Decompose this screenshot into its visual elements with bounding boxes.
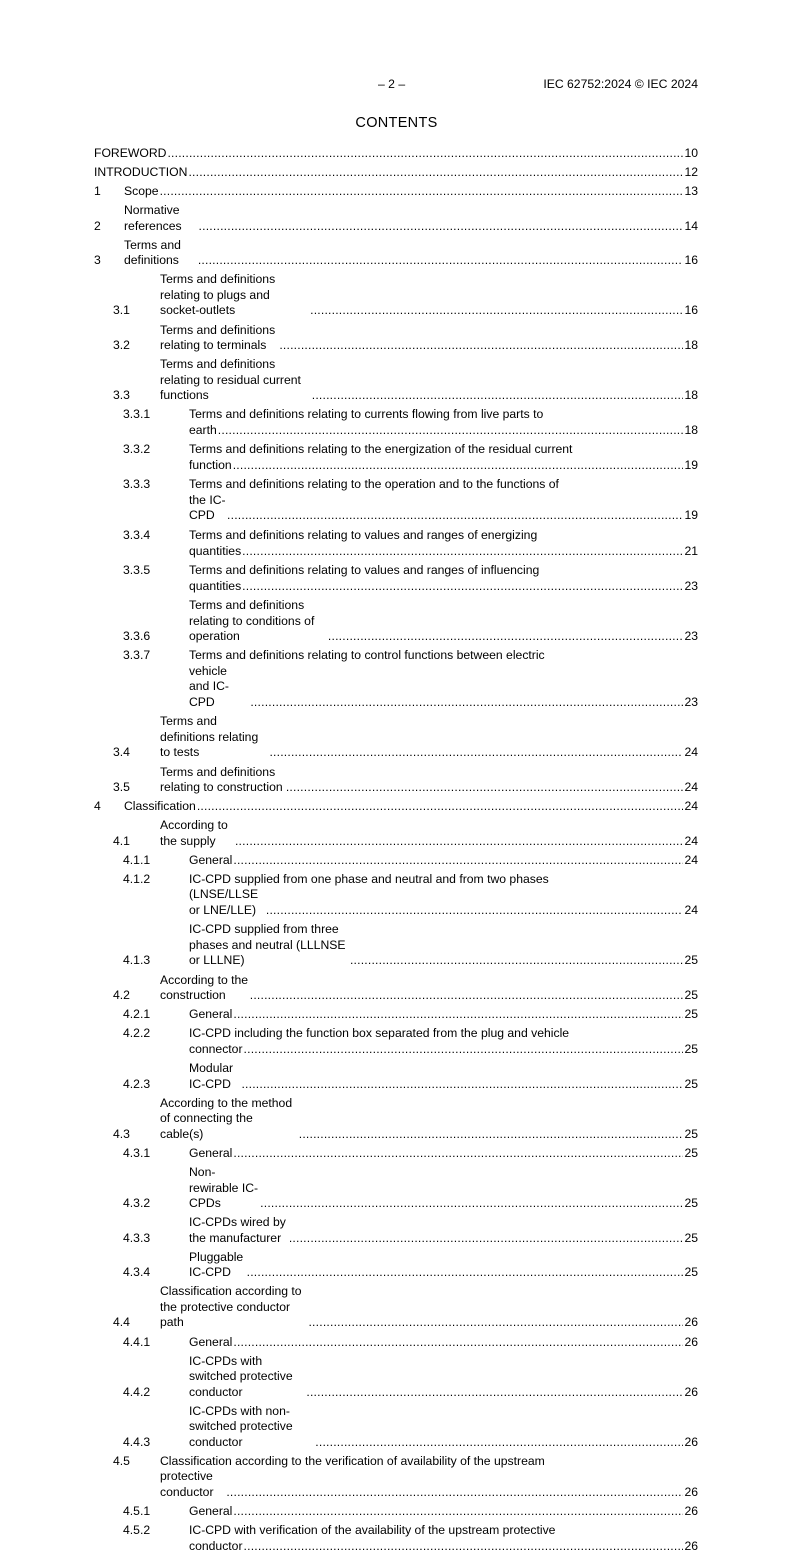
toc-entry-page: 26: [684, 1538, 698, 1553]
toc-entry-page: 25: [684, 953, 698, 968]
dot-leader: [233, 1007, 683, 1023]
toc-entry-page: 23: [684, 694, 698, 709]
toc-entry-page: 18: [684, 338, 698, 353]
toc-entry-number: 4.4: [113, 1315, 130, 1330]
toc-entry[interactable]: [94, 598, 698, 645]
toc-entry-title: General: [189, 1334, 233, 1349]
toc-entry[interactable]: [94, 238, 698, 269]
toc-entry[interactable]: [94, 1215, 698, 1246]
dot-leader: [160, 184, 683, 200]
toc-entry-page: 25: [684, 1041, 698, 1056]
toc-entry-number: 4: [94, 799, 101, 814]
toc-entry-page: 25: [684, 1146, 698, 1161]
toc-entry-page: 23: [684, 578, 698, 593]
toc-entry-number: 3.3.1: [123, 407, 151, 422]
toc-entry-page: 24: [684, 902, 698, 917]
toc-entry[interactable]: [94, 799, 698, 815]
toc-entry-number: 4.4.1: [123, 1334, 151, 1349]
toc-entry-title: Terms and definitions relating to residual current functions: [160, 357, 301, 403]
toc-entry-page: 26: [684, 1434, 698, 1449]
toc-entry-page: 18: [684, 388, 698, 403]
toc-entry[interactable]: [94, 1354, 698, 1401]
dot-leader: [244, 1539, 683, 1555]
dot-leader: [242, 544, 683, 560]
toc-entry-page: 25: [684, 1265, 698, 1280]
toc-entry-title: Terms and definitions relating to the energization of the residual current: [189, 442, 573, 457]
toc-entry-number: 4.2.2: [123, 1026, 151, 1041]
dot-leader: [299, 1127, 683, 1143]
toc-entry-number: 3.3.2: [123, 442, 151, 457]
toc-entry-number: 3.3.5: [123, 563, 151, 578]
toc-entry-page: 12: [684, 165, 698, 180]
toc-entry-number: 3.2: [113, 338, 130, 353]
toc-entry-title: According to the construction: [160, 972, 249, 1003]
toc-entry-page: 24: [684, 780, 698, 794]
toc-entry-page: 13: [684, 184, 698, 199]
toc-entry-title-continued: the IC-CPD: [189, 492, 226, 523]
toc-entry-title: Non-rewirable IC-CPDs: [189, 1165, 259, 1211]
toc-entry-number: 3.3.3: [123, 477, 151, 492]
toc-entry-title: General: [189, 852, 233, 867]
toc-entry[interactable]: [94, 853, 698, 869]
toc-entry-page: 16: [684, 253, 698, 268]
toc-entry[interactable]: [94, 272, 698, 319]
dot-leader: [233, 1335, 683, 1351]
toc-entry-page: 26: [684, 1484, 698, 1499]
toc-entry[interactable]: [94, 1284, 698, 1331]
toc-entry[interactable]: [94, 1404, 698, 1451]
toc-entry[interactable]: [94, 973, 698, 1004]
dot-leader: [247, 1265, 683, 1281]
toc-entry-page: 25: [684, 1076, 698, 1091]
toc-entry-number: 3.4: [113, 745, 130, 760]
toc-entry-page: 18: [684, 422, 698, 437]
dot-leader: [328, 629, 683, 645]
toc-entry[interactable]: [94, 184, 698, 200]
toc-entry-title: IC-CPD including the function box separated from the plug and vehicle: [189, 1026, 570, 1041]
toc-entry[interactable]: [94, 563, 698, 594]
toc-entry-page: 26: [684, 1315, 698, 1330]
toc-entry[interactable]: [94, 765, 698, 796]
toc-entry[interactable]: [94, 146, 698, 162]
dot-leader: [199, 219, 683, 235]
toc-entry[interactable]: [94, 407, 698, 438]
toc-entry-number: 4.3: [113, 1126, 130, 1141]
toc-entry-number: 4.3.1: [123, 1146, 151, 1161]
toc-entry-page: 25: [684, 1196, 698, 1211]
toc-entry-page: 25: [684, 1230, 698, 1245]
dot-leader: [312, 388, 683, 404]
toc-entry[interactable]: [94, 1026, 698, 1057]
toc-entry-page: 26: [684, 1384, 698, 1399]
toc-entry-number: 3.5: [113, 780, 130, 794]
toc-entry-title-continued: vehicle and IC-CPD: [189, 663, 229, 709]
toc-entry-title: IC-CPD supplied from three phases and neutral (LLLNSE or LLLNE): [189, 922, 346, 968]
dot-leader: [315, 1435, 683, 1451]
toc-entry-page: 26: [684, 1504, 698, 1519]
toc-entry-title-continued: quantities: [189, 543, 242, 558]
toc-entry-page: 24: [684, 833, 698, 848]
document-reference: IEC 62752:2024 © IEC 2024: [543, 77, 698, 91]
toc-entry-title: According to the method of connecting the cable(s): [160, 1095, 293, 1141]
toc-entry[interactable]: [94, 203, 698, 234]
dot-leader: [233, 458, 683, 474]
toc-entry[interactable]: [94, 165, 698, 181]
toc-entry-title: Classification according to the protective conductor path: [160, 1284, 302, 1330]
toc-entry-page: 24: [684, 745, 698, 760]
toc-entry-title: IC-CPDs with non-switched protective conductor: [189, 1403, 293, 1449]
toc-entry-title: Classification: [124, 799, 196, 814]
toc-entry-number: 4.2.3: [123, 1076, 151, 1091]
toc-entry-title-continued: (LNSE/LLSE or LNE/LLE): [189, 887, 259, 917]
toc-entry-number: 4.1: [113, 833, 130, 848]
toc-entry-title: Terms and definitions relating to currents flowing from live parts to: [189, 407, 544, 422]
toc-entry[interactable]: [94, 1335, 698, 1351]
toc-entry-title: INTRODUCTION: [94, 165, 188, 180]
toc-entry-number: 4.4.2: [123, 1384, 151, 1399]
toc-entry-title: Terms and definitions relating to conditions of operation: [189, 598, 315, 644]
toc-entry[interactable]: [94, 922, 698, 969]
toc-entry-number: 3.3.7: [123, 648, 151, 663]
toc-entry[interactable]: [94, 872, 698, 919]
toc-entry-title: Modular IC-CPD: [189, 1061, 234, 1091]
toc-entry[interactable]: [94, 1454, 698, 1501]
dot-leader: [250, 988, 683, 1004]
contents-title: CONTENTS: [355, 115, 438, 131]
toc-entry-title: Terms and definitions relating to plugs and socket-outlets: [160, 272, 276, 318]
toc-entry-page: 26: [684, 1334, 698, 1349]
toc-entry-title-continued: connector: [189, 1041, 243, 1056]
toc-entry-title: Terms and definitions relating to values and ranges of energizing: [189, 528, 538, 543]
dot-leader: [226, 1485, 683, 1501]
toc-entry-title: IC-CPD supplied from one phase and neutral and from two phases: [189, 871, 549, 886]
dot-leader: [188, 165, 683, 181]
toc-entry-number: 3.1: [113, 303, 130, 318]
toc-entry[interactable]: [94, 477, 698, 524]
dot-leader: [250, 695, 683, 711]
toc-entry[interactable]: [94, 648, 698, 710]
dot-leader: [306, 1385, 683, 1401]
toc-entry[interactable]: [94, 442, 698, 473]
toc-entry[interactable]: [94, 818, 698, 849]
toc-entry-number: 4.1.2: [123, 871, 151, 886]
toc-entry-title: Normative references: [124, 203, 182, 233]
toc-entry-number: 1: [94, 184, 101, 199]
dot-leader: [198, 253, 683, 269]
toc-entry-number: 2: [94, 218, 101, 233]
toc-entry-page: 14: [684, 218, 698, 233]
toc-entry[interactable]: [94, 714, 698, 761]
toc-entry-title: Terms and definitions relating to construction: [160, 764, 283, 794]
toc-entry-page: 25: [684, 1126, 698, 1141]
toc-entry-page: 21: [684, 543, 698, 558]
toc-entry-number: 4.3.3: [123, 1230, 151, 1245]
toc-entry-page: 19: [684, 457, 698, 472]
page-number: – 2 –: [378, 77, 406, 91]
dot-leader: [350, 953, 683, 969]
toc-entry[interactable]: [94, 1165, 698, 1212]
toc-entry-number: 3.3.4: [123, 528, 151, 543]
toc-entry-title: General: [189, 1146, 233, 1161]
toc-entry[interactable]: [94, 1007, 698, 1023]
toc-entry-number: 3.3: [113, 388, 130, 403]
toc-entry-title: Terms and definitions relating to terminals: [160, 322, 276, 353]
toc-entry-number: 4.5.2: [123, 1523, 151, 1538]
toc-entry[interactable]: [94, 1250, 698, 1281]
toc-entry[interactable]: [94, 357, 698, 404]
toc-entry-number: 4.5.1: [123, 1504, 151, 1519]
toc-entry-number: 4.1.3: [123, 953, 151, 968]
toc-entry-page: 16: [684, 303, 698, 318]
toc-entry-title: Classification according to the verification of availability of the upstream: [160, 1453, 545, 1468]
table-of-contents: [94, 146, 698, 1559]
toc-entry[interactable]: [94, 1146, 698, 1162]
toc-entry-title-continued: function: [189, 457, 232, 472]
toc-entry-page: 24: [684, 852, 698, 867]
dot-leader: [279, 338, 683, 354]
dot-leader: [233, 1504, 683, 1520]
toc-entry-title: Terms and definitions relating to tests: [160, 714, 259, 760]
toc-entry-title: Pluggable IC-CPD: [189, 1249, 244, 1280]
toc-entry-page: 23: [684, 629, 698, 644]
dot-leader: [286, 780, 683, 796]
dot-leader: [289, 1231, 683, 1247]
toc-entry[interactable]: [94, 1096, 698, 1143]
toc-entry-title: IC-CPDs wired by the manufacturer: [189, 1215, 286, 1245]
toc-entry-title-continued: quantities: [189, 578, 242, 593]
toc-entry-title: FOREWORD: [94, 146, 167, 160]
dot-leader: [260, 1196, 683, 1212]
toc-entry-title: Scope: [124, 184, 159, 199]
toc-entry[interactable]: [94, 323, 698, 354]
dot-leader: [218, 423, 683, 439]
toc-entry-title: General: [189, 1007, 233, 1022]
dot-leader: [197, 799, 683, 815]
toc-entry-page: 25: [684, 1007, 698, 1022]
toc-entry-title: Terms and definitions relating to control functions between electric: [189, 648, 545, 663]
toc-entry-page: 24: [684, 799, 698, 814]
toc-entry-number: 3.3.6: [123, 629, 151, 644]
dot-leader: [235, 834, 683, 850]
dot-leader: [241, 1077, 683, 1093]
toc-entry-title: IC-CPDs with switched protective conductor: [189, 1353, 293, 1399]
toc-entry[interactable]: [94, 1504, 698, 1520]
toc-entry-number: 4.2.1: [123, 1007, 151, 1022]
toc-entry-title: General: [189, 1504, 233, 1519]
toc-entry-number: 3: [94, 253, 101, 268]
toc-entry[interactable]: [94, 528, 698, 559]
toc-entry[interactable]: [94, 1523, 698, 1554]
page-header: [0, 77, 793, 93]
toc-entry-number: 4.2: [113, 988, 130, 1003]
toc-entry-number: 4.1.1: [123, 852, 151, 867]
toc-entry-number: 4.3.2: [123, 1196, 151, 1211]
toc-entry-number: 4.3.4: [123, 1265, 151, 1280]
toc-entry-number: 4.4.3: [123, 1434, 151, 1449]
toc-entry-title-continued: conductor: [189, 1538, 243, 1553]
toc-entry-page: 10: [684, 146, 698, 160]
dot-leader: [308, 1315, 683, 1331]
toc-entry-page: 25: [684, 988, 698, 1003]
toc-entry-page: 19: [684, 508, 698, 523]
toc-entry-title: IC-CPD with verification of the availability of the upstream protective: [189, 1523, 556, 1538]
toc-entry-title-continued: earth: [189, 422, 217, 437]
toc-entry-title: Terms and definitions relating to values and ranges of influencing: [189, 563, 540, 578]
dot-leader: [310, 303, 683, 319]
toc-entry-number: 4.5: [113, 1453, 130, 1468]
toc-entry-title: According to the supply: [160, 818, 228, 848]
dot-leader: [233, 853, 683, 869]
toc-entry-title-continued: protective conductor: [160, 1469, 214, 1499]
dot-leader: [167, 146, 683, 162]
toc-entry-title: Terms and definitions relating to the operation and to the functions of: [189, 477, 559, 492]
dot-leader: [233, 1146, 683, 1162]
dot-leader: [242, 579, 683, 595]
dot-leader: [244, 1042, 683, 1058]
dot-leader: [269, 745, 683, 761]
dot-leader: [266, 903, 683, 919]
dot-leader: [227, 508, 683, 524]
toc-entry[interactable]: [94, 1061, 698, 1092]
toc-entry-title: Terms and definitions: [124, 237, 181, 268]
